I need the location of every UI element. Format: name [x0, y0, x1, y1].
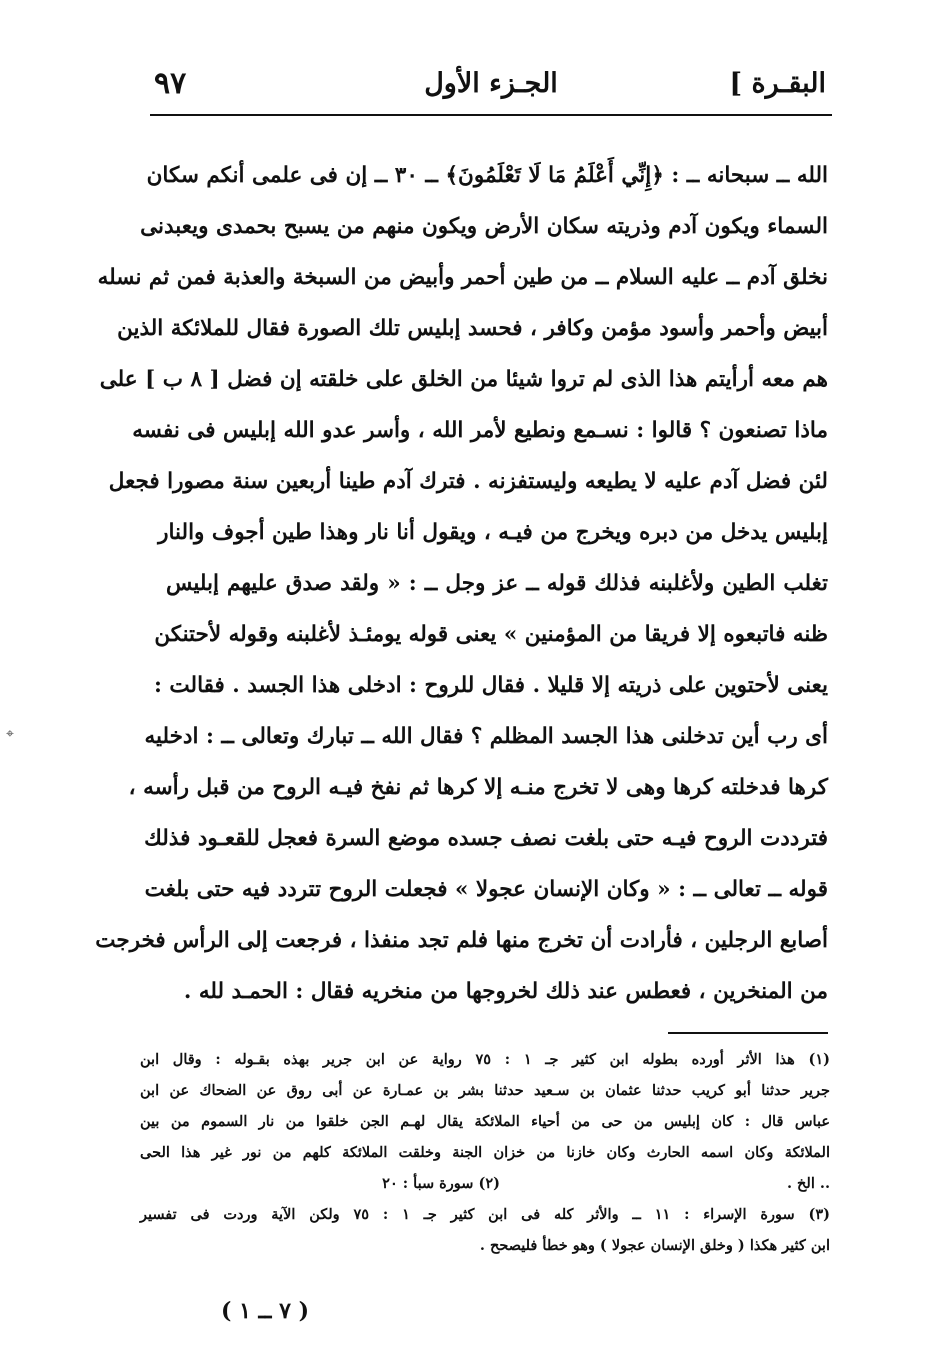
page-header — [150, 62, 832, 110]
text-line: لئن فضل آدم عليه لا يطيعه وليستفزنه . فترك آدم طينا أربعين سنة مصورا فجعل — [108, 469, 828, 494]
footnote-2: (٢) سورة سبأ : ٢٠ — [382, 1175, 500, 1192]
text-line: قوله ــ تعالى ــ : « وكان الإنسان عجولا » فجعلت الروح تتردد فيه حتى بلغت — [144, 877, 828, 902]
text-line: كرها فدخلته كرها وهى لا تخرج منـه إلا كرها ثم نفخ فيـه الروح من قبل رأسه ، — [128, 775, 828, 800]
footnotes — [140, 1044, 830, 1261]
text-line: أبيض وأحمر وأسود مؤمن وكافر ، فحسد إبليس تلك الصورة فقال للملائكة الذين — [117, 316, 828, 341]
footnote-3-line: ابن كثير هكذا ( وخلق الإنسان عجولا ) وهو خطأ فليصحح . — [479, 1237, 830, 1254]
text-line: أى رب أين تدخلنى هذا الجسد المظلم ؟ فقال الله ــ تبارك وتعالى ــ : ادخليه — [144, 724, 828, 749]
running-head-part: الجـزء الأول — [424, 68, 558, 99]
text-line: إبليس يدخل من دبره ويخرج من فيـه ، ويقول أنا نار وهذا طين أجوف والنار — [158, 520, 828, 545]
footnote-row — [140, 1168, 830, 1199]
text-line: فترددت الروح فيـه حتى بلغت نصف جسده موضع السرة فعجل للقعـود فذلك — [144, 826, 828, 851]
footnote-3-line: (٣) سورة الإسراء : ١١ ــ والأثر كله فى ابن كثير جـ ١ : ٧٥ ولكن الآية وردت فى تفسير — [140, 1206, 830, 1223]
footnote-1-line: الملائكة وكان اسمه الحارث وكان خازنا من خزان الجنة وخلقت الملائكة كلهم من نور غير هذا الحى — [140, 1144, 830, 1161]
text-line: السماء ويكون آدم وذريته سكان الأرض ويكون منهم من يسبح بحمدى ويعبدنى — [140, 214, 828, 239]
header-divider — [150, 114, 832, 116]
text-line: أصابع الرجلين ، فأرادت أن تخرج منها فلم تجد منفذا ، فرجعت إلى الرأس فخرجت — [95, 928, 828, 953]
footnote-1-line: جرير حدثنا أبو كريب حدثنا عثمان بن سـعيد حدثنا بشر بن عمـارة عن أبى روق عن الضحاك عن ابن — [140, 1082, 830, 1099]
text-line: ظنه فاتبعوه إلا فريقا من المؤمنين » يعنى قوله يومئـذ لأغلبنه وقوله لأحتنكن — [154, 622, 828, 647]
text-line: الله ــ سبحانه ــ : ﴿إِنِّي أَعْلَمُ مَا لَا تَعْلَمُونَ﴾ ــ ٣٠ ــ إن فى علمى أنكم سكان — [146, 163, 828, 188]
footnote-1-end: .. الخ . — [786, 1175, 830, 1192]
text-line: نخلق آدم ــ عليه السلام ــ من طين أحمر وأبيض من السبخة والعذبة فمن ثم نسله — [97, 265, 828, 290]
text-line: تغلب الطين ولأغلبنه فذلك قوله ــ عز وجل ــ : « ولقد صدق عليهم إبليس — [166, 571, 828, 596]
footnote-1-line: عباس قال : كان إبليس من حى من أحياء الملائكة يقال لهـم الجن خلقوا من نار السموم من بين — [140, 1113, 830, 1130]
running-head-surah: البقـرة ] — [729, 68, 826, 99]
page-number: ٩٧ — [154, 66, 187, 101]
footnote-1-line: (١) هذا الأثر أورده بطوله ابن كثير جـ ١ : ٧٥ رواية عن ابن جرير بهذه بقـوله : وقال ابن — [140, 1051, 830, 1068]
text-line: هم معه أرأيتم هذا الذى لم تروا شيئا من الخلق على خلقته إن فضل [ ٨ ب ] على — [99, 367, 828, 392]
text-line: يعنى لأحتوين على ذريته إلا قليلا . فقال للروح : ادخلى هذا الجسد . فقالت : — [154, 673, 828, 698]
footnote-divider — [668, 1032, 828, 1034]
main-text — [95, 150, 828, 1017]
text-line: من المنخرين ، فعطس عند ذلك لخروجها من منخريه فقال : الحمـد لله . — [183, 979, 828, 1004]
margin-mark-icon: ⌖ — [6, 726, 14, 742]
signature-mark: ( ٧ ــ ١ ) — [220, 1298, 310, 1324]
text-line: ماذا تصنعون ؟ قالوا : نسـمع ونطيع لأمر الله ، وأسر عدو الله إبليس فى نفسه — [132, 418, 828, 443]
